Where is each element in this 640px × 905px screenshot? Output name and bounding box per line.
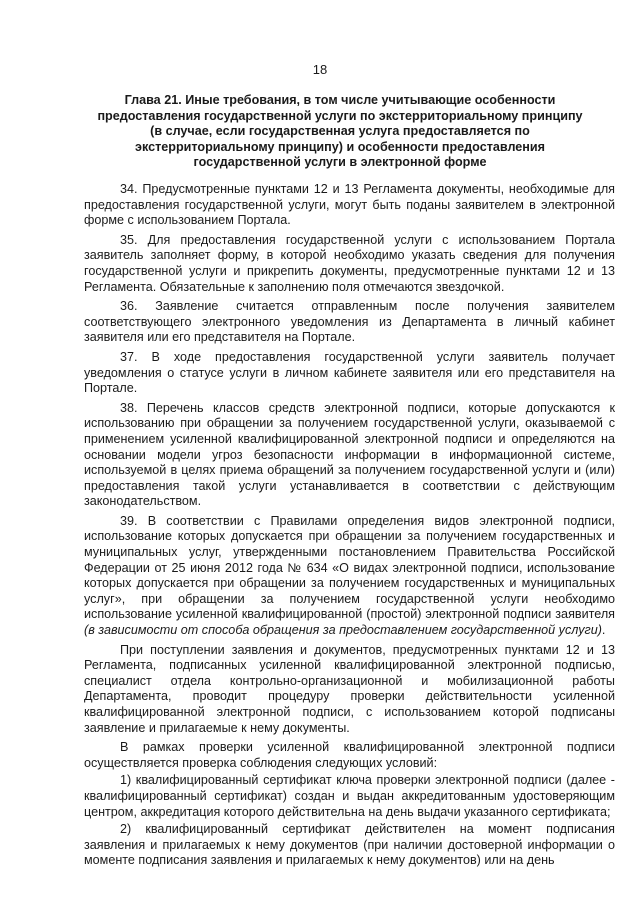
paragraph-34: 34. Предусмотренные пунктами 12 и 13 Регламента документы, необходимые для предоставления государственной услуги, могут быть поданы заявителем в электронной форме с использованием Портала.: [84, 182, 615, 228]
paragraph-38: 38. Перечень классов средств электронной подписи, которые допускаются к использованию при обращении за получением государственной услуги, оказываемой с применением усиленной квалифицированной электронной подписи и определяются на основании модели угроз безопасности информации в информационной системе, используемой в целях приема обращений за получением государственной услуги и (или) предоставления такой услуги устанавливается в соответствии с действующим законодательством.: [84, 400, 615, 509]
document-body: [84, 182, 615, 869]
paragraph-39: [84, 514, 615, 639]
paragraph-39-end: .: [601, 623, 606, 638]
paragraph-39-italic-note: (в зависимости от способа обращения за предоставлением государственной услуги): [84, 623, 602, 638]
page-number: 18: [312, 62, 328, 77]
list-item-2: 2) квалифицированный сертификат действителен на момент подписания заявления и прилагаемых к нему документов (при наличии достоверной информации о моменте подписания заявления и прилагаемых к нему документов) или на день: [84, 822, 615, 868]
paragraph-receipt: При поступлении заявления и документов, предусмотренных пунктами 12 и 13 Регламента, подписанных усиленной квалифицированной электронной подписью, специалист отдела контрольно-организационной и мобилизационной работы Департамента, проводит процедуру проверки действительности усиленной квалифицированной электронной подписи, с использованием которой подписаны заявление и прилагаемые к нему документы.: [84, 642, 615, 735]
paragraph-37: 37. В ходе предоставления государственной услуги заявитель получает уведомления о статусе услуги в личном кабинете заявителя или его представителя на Портале.: [84, 349, 615, 396]
paragraph-36: 36. Заявление считается отправленным после получения заявителем соответствующего электронного уведомления из Департамента в личный кабинет заявителя или его представителя на Портале.: [84, 299, 615, 345]
list-item-1: 1) квалифицированный сертификат ключа проверки электронной подписи (далее - квалифицированный сертификат) создан и выдан аккредитованным удостоверяющим центром, аккредитация которого действительна на день выдачи указанного сертификата;: [84, 773, 615, 819]
paragraph-check-conditions: В рамках проверки усиленной квалифицированной электронной подписи осуществляется проверка соблюдения следующих условий:: [84, 740, 615, 770]
chapter-title: Глава 21. Иные требования, в том числе учитывающие особенности предоставления государственной услуги по экстерриториальному принципу (в случае, если государственная услуга предоставляется по экстерриториальному принципу) и особенности предоставления государственной услуги в электронной форме: [97, 93, 583, 170]
paragraph-39-main: 39. В соответствии с Правилами определения видов электронной подписи, использование которых допускается при обращении за получением государственных и муниципальных услуг, утвержденными постановлением Правительства Российской Федерации от 25 июня 2012 года № 634 «О видах электронной подписи, использование которых допускается при обращении за получением государственных и муниципальных услуг», при обращении за получением государственной услуги необходимо использование усиленной квалифицированной (простой) электронной подписи заявителя: [84, 513, 615, 622]
paragraph-35: 35. Для предоставления государственной услуги с использованием Портала заявитель заполняет форму, в которой необходимо указать сведения для получения государственной услуги и прикрепить документы, предусмотренные пунктами 12 и 13 Регламента. Обязательные к заполнению поля отмечаются звездочкой.: [84, 232, 615, 294]
